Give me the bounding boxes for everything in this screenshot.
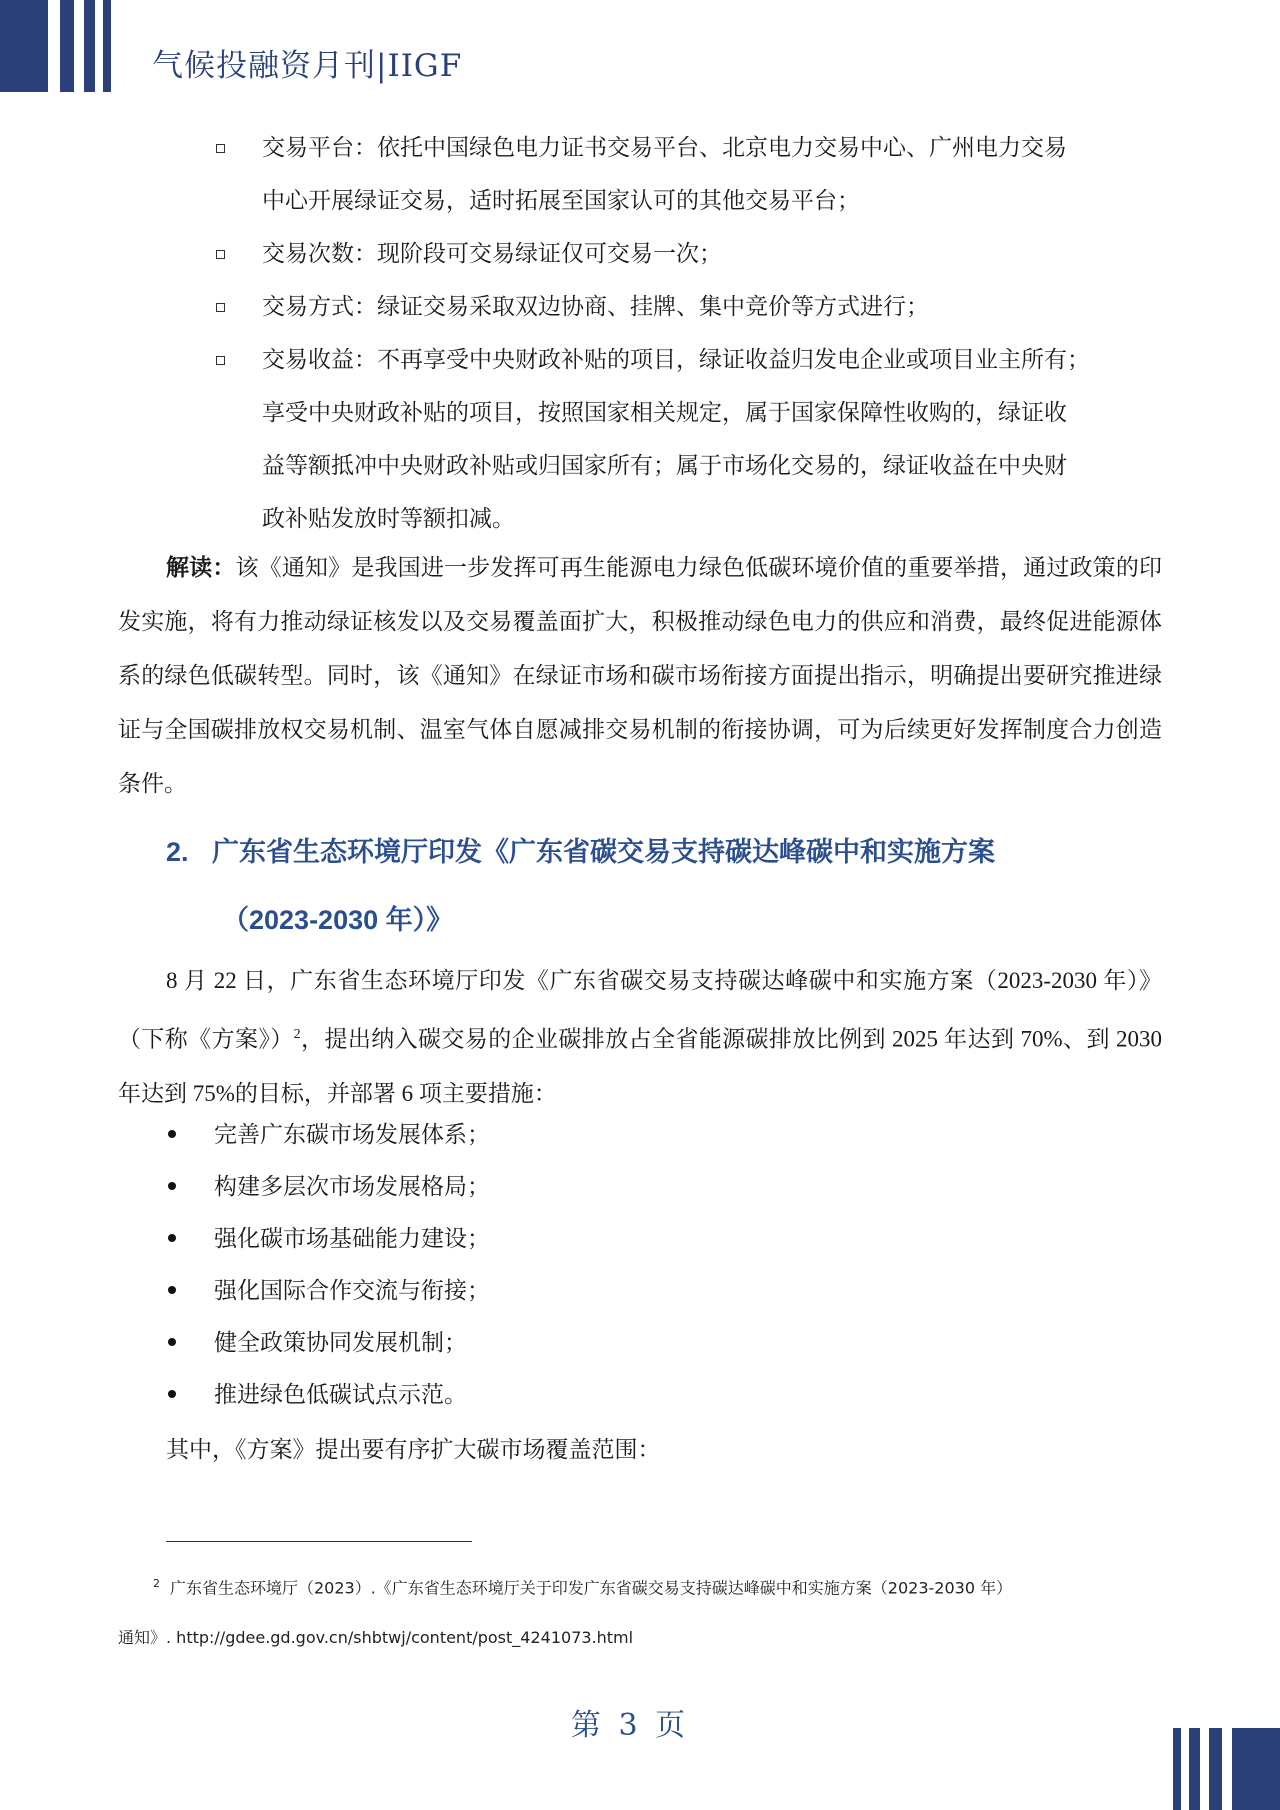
section-paragraph-text: 8 月 22 日，广东省生态环境厅印发《广东省碳交易支持碳达峰碳中和实施方案（2023-2030 年）》（下称《方案》） (118, 968, 1162, 1052)
bullet-dot-icon (168, 1338, 176, 1346)
section-title-line1: 广东省生态环境厅印发《广东省碳交易支持碳达峰碳中和实施方案 (212, 837, 995, 867)
bullet-dot-icon (168, 1130, 176, 1138)
section-heading-continued (222, 883, 1222, 957)
section-heading (166, 815, 1166, 889)
section-paragraph-text-cont: ，提出纳入碳交易的企业碳排放占全省能源碳排放比例到 2025 年达到 70%、到 2030 年达到 75%的目标，并部署 6 项主要措施： (118, 1026, 1162, 1106)
interpretation-paragraph (118, 541, 1162, 811)
list-item-text: 健全政策协同发展机制； (214, 1330, 467, 1356)
list-item-text: 推进绿色低碳试点示范。 (214, 1382, 467, 1408)
trade-item-line: 交易平台：依托中国绿色电力证书交易平台、北京电力交易中心、广州电力交易 (262, 135, 1067, 161)
bullet-dot-icon (168, 1390, 176, 1398)
page-number: 第 3 页 (570, 1708, 690, 1743)
list-item-text: 强化国际合作交流与衔接； (214, 1278, 490, 1304)
bullet-dot-icon (168, 1182, 176, 1190)
footnote (118, 1559, 1162, 1663)
footnote-marker: 2 (153, 1577, 160, 1590)
footnote-divider (166, 1541, 472, 1542)
bullet-dot-icon (168, 1286, 176, 1294)
trade-item-line: 政补贴发放时等额扣减。 (262, 506, 515, 532)
section-number: 2. (166, 837, 189, 867)
section-title-line2: （2023-2030 年）》 (222, 905, 454, 935)
bullet-dot-icon (168, 1234, 176, 1242)
trade-item-line: 交易次数：现阶段可交易绿证仅可交易一次； (262, 241, 722, 267)
section-paragraph (118, 954, 1162, 1121)
footnote-line2: 通知》. http://gdee.gd.gov.cn/shbtwj/content/post_4241073.html (118, 1628, 634, 1648)
square-bullet-icon (216, 250, 225, 259)
trade-item-line: 享受中央财政补贴的项目，按照国家相关规定，属于国家保障性收购的，绿证收 (262, 400, 1067, 426)
footnote-reference: 2 (293, 1027, 301, 1042)
trade-item-line: 中心开展绿证交易，适时拓展至国家认可的其他交易平台； (262, 188, 860, 214)
footnote-line1: 广东省生态环境厅（2023）.《广东省生态环境厅关于印发广东省碳交易支持碳达峰碳中和实施方案（2023-2030 年） (170, 1578, 1013, 1598)
interpretation-label: 解读： (166, 554, 236, 581)
publication-title: 气候投融资月刊|IIGF (152, 48, 463, 84)
list-item-text: 完善广东碳市场发展体系； (214, 1122, 490, 1148)
square-bullet-icon (216, 144, 225, 153)
list-item-text: 强化碳市场基础能力建设； (214, 1226, 490, 1252)
trade-item-line: 交易收益：不再享受中央财政补贴的项目，绿证收益归发电企业或项目业主所有； (262, 347, 1090, 373)
trade-item-line: 交易方式：绿证交易采取双边协商、挂牌、集中竞价等方式进行； (262, 294, 929, 320)
square-bullet-icon (216, 303, 225, 312)
trade-item-line: 益等额抵冲中央财政补贴或归国家所有；属于市场化交易的，绿证收益在中央财 (262, 453, 1067, 479)
closing-paragraph: 其中，《方案》提出要有序扩大碳市场覆盖范围： (166, 1437, 661, 1463)
list-item-text: 构建多层次市场发展格局； (214, 1174, 490, 1200)
square-bullet-icon (216, 356, 225, 365)
interpretation-text: 该《通知》是我国进一步发挥可再生能源电力绿色低碳环境价值的重要举措，通过政策的印发实施，将有力推动绿证核发以及交易覆盖面扩大，积极推动绿色电力的供应和消费，最终促进能源体系的绿色低碳转型。同时，该《通知》在绿证市场和碳市场衔接方面提出指示，明确提出要研究推进绿证与全国碳排放权交易机制、温室气体自愿减排交易机制的衔接协调，可为后续更好发挥制度合力创造条件。 (118, 555, 1162, 797)
